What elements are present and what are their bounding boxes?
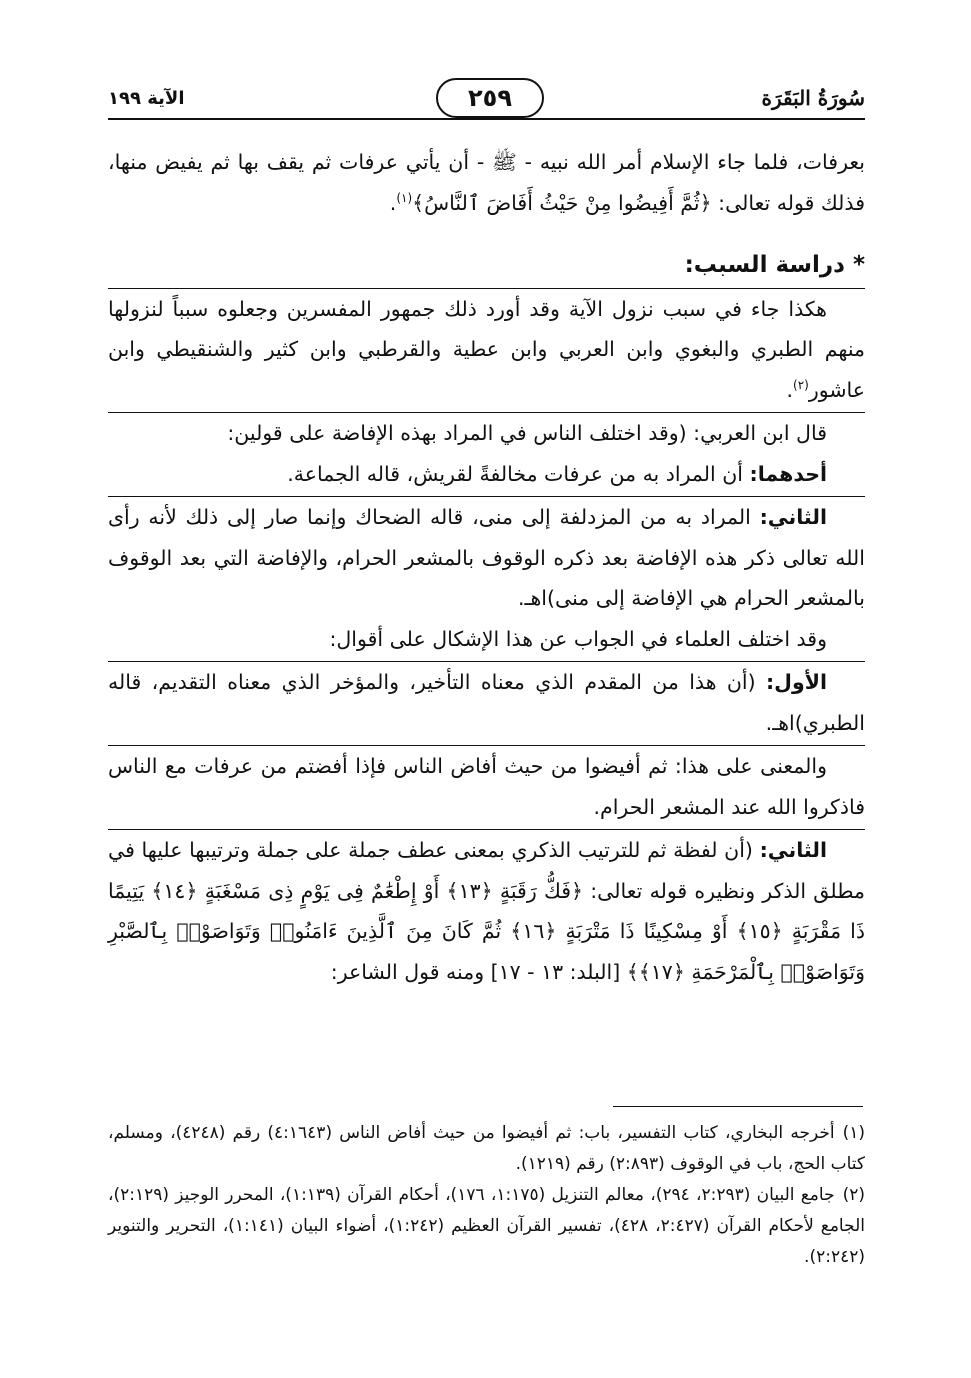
paragraph-1-end: . <box>389 190 397 215</box>
paragraph-6: وقد اختلف العلماء في الجواب عن هذا الإشكال على أقوال: <box>329 626 827 651</box>
footnote-ref-1: (١) <box>396 190 413 205</box>
paragraph-5 <box>108 497 865 619</box>
paragraph-2-text: هكذا جاء في سبب نزول الآية وقد أورد ذلك جمهور المفسرين وجعلوه سبباً لنزولها منهم الطبري والبغوي وابن العربي وابن عطية والقرطبي وابن كثير والشنقيطي وابن عاشور <box>108 296 865 402</box>
paragraph-1-text: بعرفات، فلما جاء الإسلام أمر الله نبيه - ﷺ - أن يأتي عرفات ثم يقف بها ثم يفيض منها، فذلك قوله تعالى: ﴿ثُمَّ أَفِيضُوا مِنْ حَيْثُ أَفَاضَ ٱلنَّاسُ﴾ <box>108 150 865 215</box>
footnotes <box>108 1118 865 1273</box>
ayah-label: الآية ١٩٩ <box>108 88 185 109</box>
footnote-2-text: جامع البيان (٢:٢٩٣، ٢٩٤)، معالم التنزيل (١:١٧٥، ١٧٦)، أحكام القرآن (١:١٣٩)، المحرر الوجيز (٢:١٢٩)، الجامع لأحكام القرآن (٢:٤٢٧، ٤٢٨)، تفسير القرآن العظيم (١:٢٤٢)، أضواء البيان (١:١٤١)، التحرير والتنوير (٢:٢٤٢). <box>108 1185 865 1267</box>
paragraph-4-text: أن المراد به من عرفات مخالفةً لقريش، قاله الجماعة. <box>287 461 750 486</box>
footnote-1-number: (١) <box>842 1123 865 1143</box>
paragraph-9-text: (أن لفظة ثم للترتيب الذكري بمعنى عطف جملة على جملة وترتيبها عليها في مطلق الذكر ونظيره قوله تعالى: <box>108 838 865 903</box>
footnote-2-number: (٢) <box>842 1185 866 1205</box>
footnote-1-text: أخرجه البخاري، كتاب التفسير، باب: ثم أفيضوا من حيث أفاض الناس (٤:١٦٤٣) رقم (٤٢٤٨)، ومسلم، كتاب الحج، باب في الوقوف (٢:٨٩٣) رقم (١٢١٩). <box>108 1123 865 1174</box>
page-header <box>108 78 865 126</box>
paragraph-7-text: (أن هذا من المقدم الذي معناه التأخير، والمؤخر الذي معناه التقديم، قاله الطبري)اهـ. <box>108 670 865 735</box>
paragraph-3: قال ابن العربي: (وقد اختلف الناس في المراد بهذه الإفاضة على قولين: <box>227 421 827 445</box>
main-text <box>108 142 865 992</box>
paragraph-2-end: . <box>786 377 794 402</box>
quran-quote: ﴿فَكُّ رَقَبَةٍ ﴿١٣﴾ أَوْ إِطْعَٰمٌ فِى يَوْمٍ ذِى مَسْغَبَةٍ ﴿١٤﴾ يَتِيمًا ذَا مَقْرَبَةٍ ﴿١٥﴾ أَوْ مِسْكِينًا ذَا مَتْرَبَةٍ ﴿١٦﴾ ثُمَّ كَانَ مِنَ ٱلَّذِينَ ءَامَنُوا۟ وَتَوَاصَوْا۟ بِٱلصَّبْرِ وَتَوَاصَوْا۟ بِٱلْمَرْحَمَةِ ﴿١٧﴾﴾ <box>108 878 865 984</box>
paragraph-4 <box>108 454 865 495</box>
paragraph-7 <box>108 662 865 743</box>
footnote-2 <box>108 1180 865 1273</box>
section-heading: * دراسة السبب: <box>684 252 865 278</box>
paragraph-2 <box>108 289 865 411</box>
page-number-badge: ٢٥٩ <box>436 78 544 118</box>
surah-title: سُورَةُ البَقَرَة <box>761 86 865 110</box>
paragraph-4-lead: أحدهما: <box>749 461 827 486</box>
paragraph-8: والمعنى على هذا: ثم أفيضوا من حيث أفاض الناس فإذا أفضتم من عرفات مع الناس فاذكروا الله عند المشعر الحرام. <box>108 754 865 819</box>
paragraph-9-lead: الثاني: <box>759 838 827 862</box>
footnote-divider <box>613 1106 863 1107</box>
paragraph-9-end: [البلد: ١٣ - ١٧] ومنه قول الشاعر: <box>330 959 627 984</box>
footnote-1 <box>108 1118 865 1180</box>
paragraph-5-lead: الثاني: <box>759 505 827 529</box>
header-divider <box>108 118 865 120</box>
footnote-ref-2: (٢) <box>793 377 809 392</box>
paragraph-7-lead: الأول: <box>765 670 827 694</box>
paragraph-1 <box>108 142 865 223</box>
paragraph-9 <box>108 830 865 992</box>
paragraph-5-text: المراد به من المزدلفة إلى منى، قاله الضحاك وإنما صار إلى ذلك لأنه رأى الله تعالى ذكر هذه الإفاضة بعد ذكره الوقوف بالمشعر الحرام، والإفاضة التي بعد الوقوف بالمشعر الحرام هي الإفاضة إلى منى)اهـ. <box>108 505 865 610</box>
